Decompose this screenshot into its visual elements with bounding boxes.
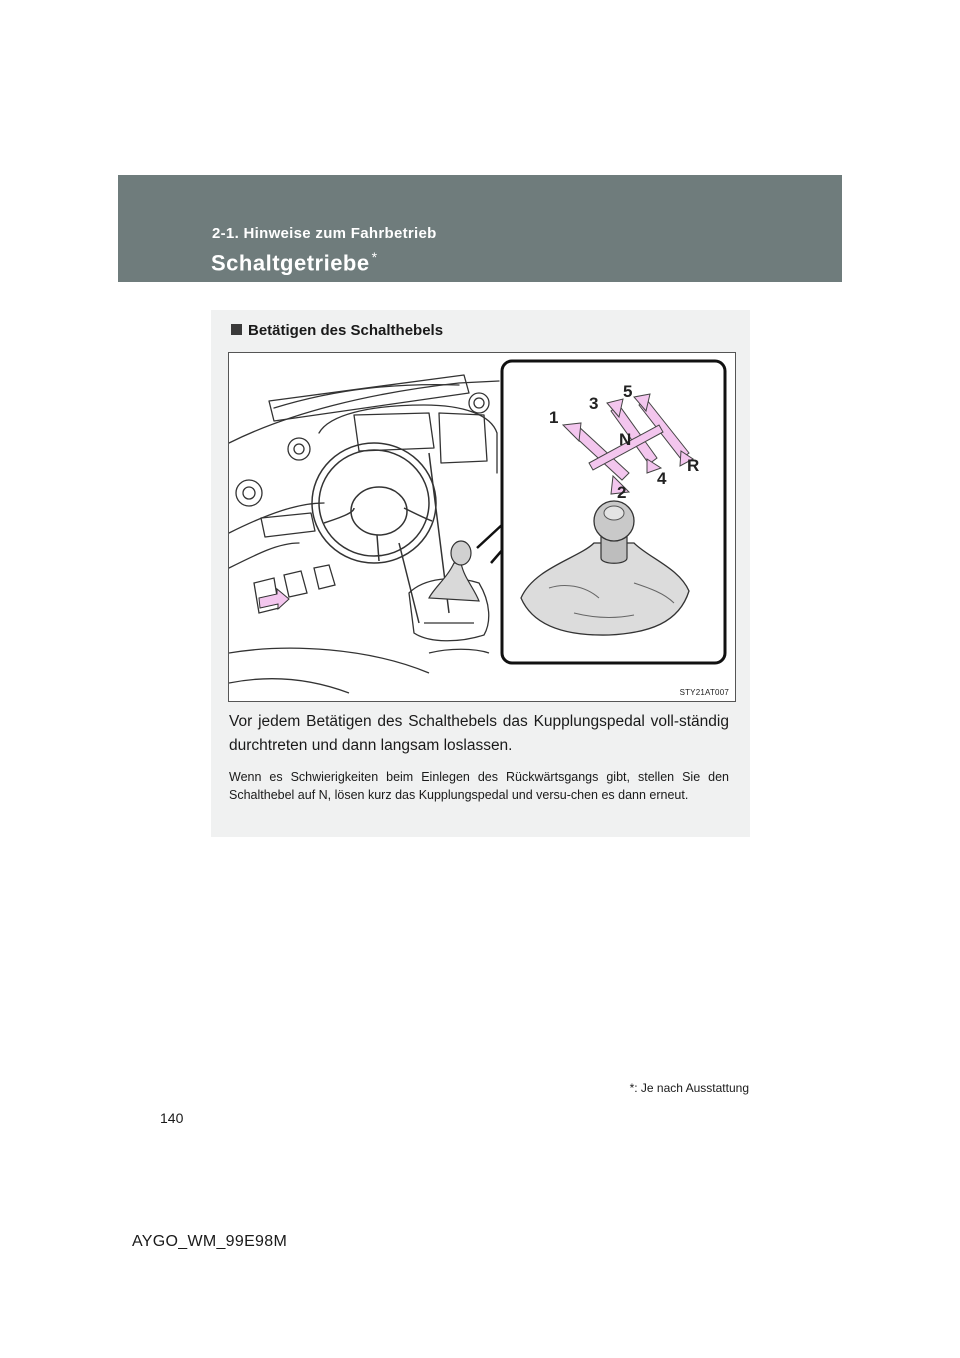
- page-title-text: Schaltgetriebe: [211, 250, 370, 276]
- square-bullet-icon: [231, 324, 242, 335]
- title-footnote-mark: *: [371, 249, 378, 265]
- gear-label-1: 1: [549, 408, 559, 427]
- pedals: [229, 565, 429, 693]
- footnote: *: Je nach Ausstattung: [629, 1081, 749, 1095]
- subheading-text: Betätigen des Schalthebels: [248, 322, 444, 339]
- page-number: 140: [160, 1110, 184, 1126]
- gear-label-3: 3: [589, 394, 599, 413]
- instruction-paragraph: Vor jedem Betätigen des Schalthebels das Kupplungspedal voll-ständig durchtreten und dann langsam loslassen.: [229, 713, 729, 754]
- gear-label-4: 4: [657, 469, 667, 488]
- small-gear-knob: [429, 541, 479, 601]
- document-code: AYGO_WM_99E98M: [132, 1233, 288, 1250]
- gear-label-n: N: [619, 430, 632, 449]
- dashboard-linework: [229, 375, 499, 568]
- gear-label-5: 5: [623, 382, 633, 401]
- gear-shift-illustration: [228, 352, 736, 702]
- figure-code: STY21AT007: [679, 688, 729, 697]
- page-title: [211, 249, 378, 276]
- note-paragraph: Wenn es Schwierigkeiten beim Einlegen des Rückwärtsgangs gibt, stellen Sie den Schalthebel auf N, lösen kurz das Kupplungspedal und versu-chen es dann erneut.: [229, 770, 729, 802]
- gear-label-2: 2: [617, 483, 627, 502]
- illustration-svg: [229, 353, 735, 701]
- clutch-pedal-arrow-icon: [259, 589, 289, 609]
- steering-wheel: [312, 443, 449, 623]
- gear-label-r: R: [687, 456, 700, 475]
- subheading: [231, 322, 443, 339]
- section-label: 2-1. Hinweise zum Fahrbetrieb: [212, 225, 437, 242]
